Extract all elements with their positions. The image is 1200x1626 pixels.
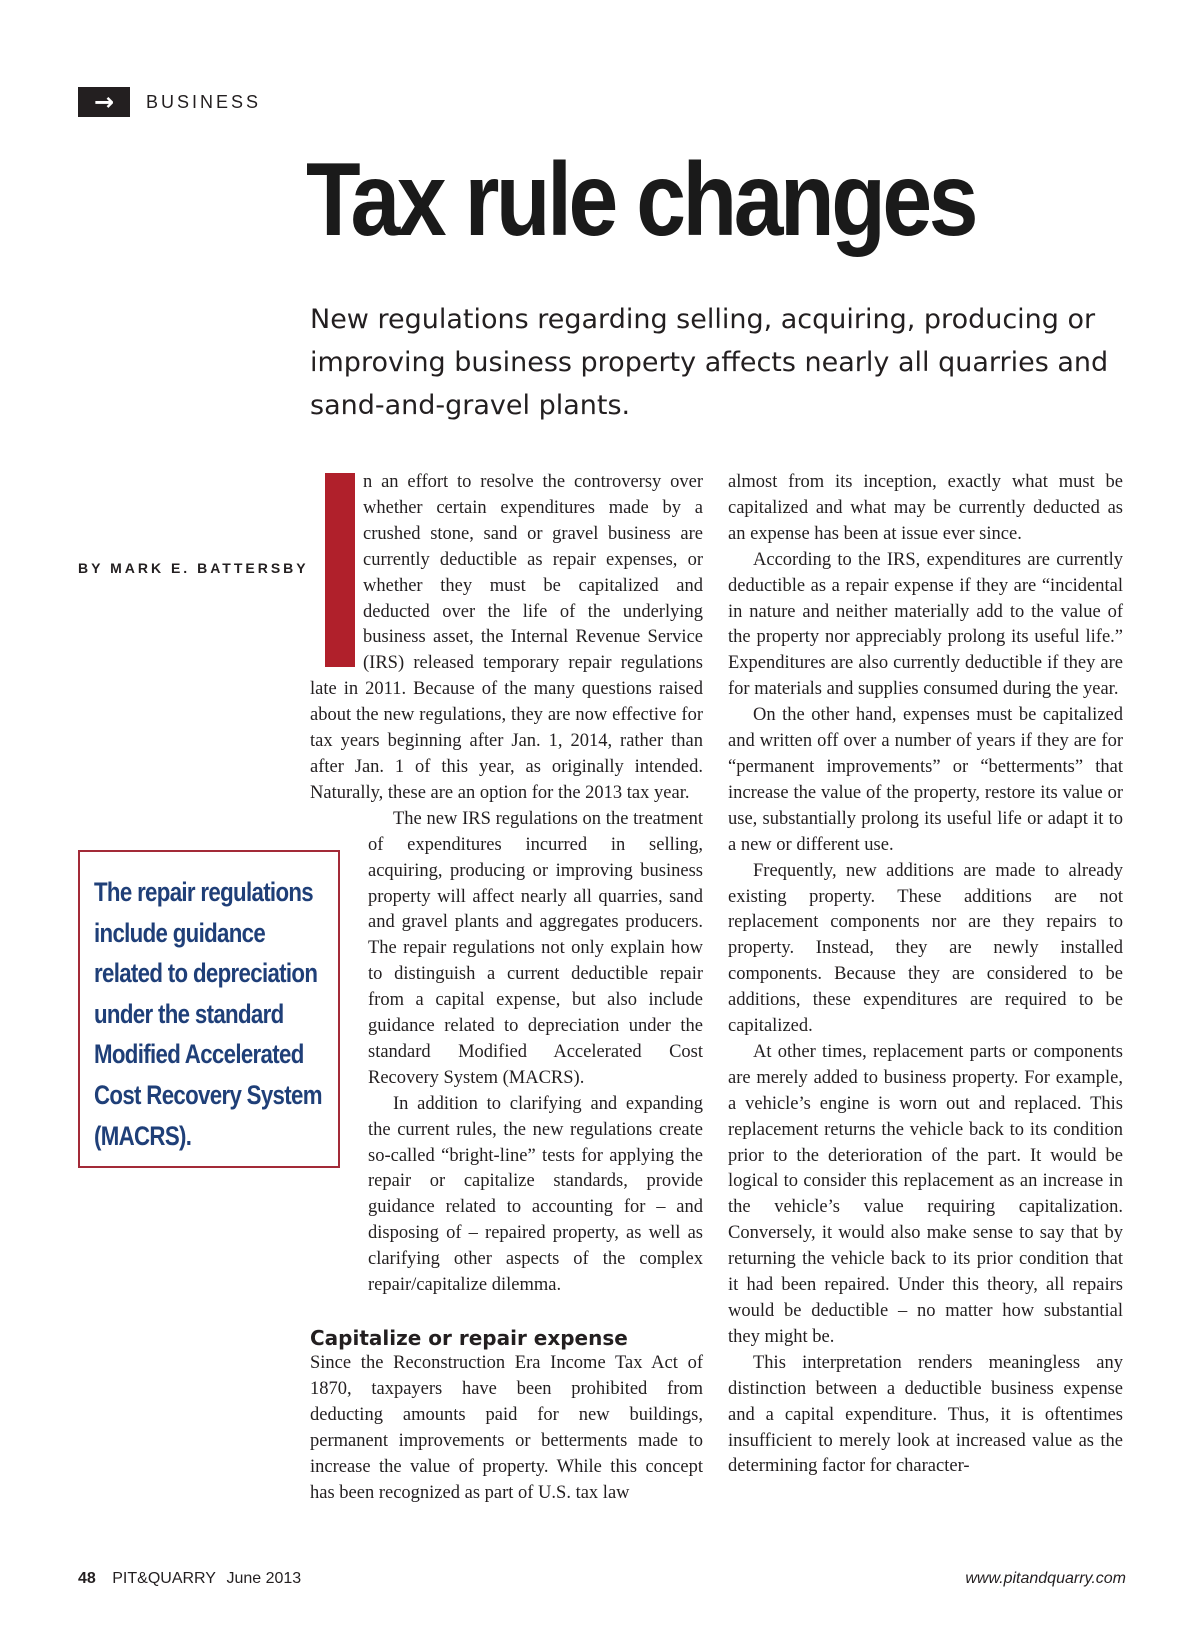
arrow-right-icon: →	[78, 87, 130, 117]
deck: New regulations regarding selling, acquiring, producing or improving business property affects nearly all quarries and sand-and-gravel plants.	[310, 304, 1109, 421]
paragraph-5: almost from its inception, exactly what must be capitalized and what may be currently deducted as an expense has been at issue ever since.	[728, 472, 1123, 544]
subhead: Capitalize or repair expense	[310, 1326, 628, 1350]
paragraph-1: n an effort to resolve the controversy over whether certain expenditures made by a crushed stone, sand or gravel business are currently deductible as repair expenses, or whether they must be capitalized and deducted over the life of the underlying business asset, the Internal Revenue Service (IRS) released temporary repair regulations late in 2011. Because of the many questions raised about the new regulations, they are now effective for tax years beginning after Jan. 1, 2014, rather than after Jan. 1 of this year, as originally intended. Naturally, these are an option for the 2013 tax year.	[310, 472, 703, 803]
paragraph-8: Frequently, new additions are made to already existing property. These additions are not replacement components nor are they repairs to property. Instead, they are newly installed components. Because they are considered to be additions, these expenditures are required to be capitalized.	[728, 860, 1123, 1037]
paragraph-6: According to the IRS, expenditures are currently deductible as a repair expense if they are “incidental in nature and neither materially add to the value of the property nor appreciably prolong its useful life.” Expenditures are also currently deductible if they are for materials and supplies consumed during the year.	[728, 549, 1123, 700]
paragraph-3: In addition to clarifying and expanding the current rules, the new regulations create so-called “bright-line” tests for applying the repair or capitalize standards, provide guidance related to accounting for – and disposing of – repaired property, as well as clarifying other aspects of the complex repair/capitalize dilemma.	[368, 1093, 703, 1296]
paragraph-9: At other times, replacement parts or components are merely added to business property. For example, a vehicle’s engine is worn out and replaced. This replacement returns the vehicle back to its condition prior to the deterioration of the part. It would be logical to consider this replacement as an increase in the vehicle’s value requiring capitalization. Conversely, it would also make sense to say that by returning the vehicle back to its prior condition that it had been repaired. Under this theory, all repairs would be deductible – no matter how substantial they might be.	[728, 1041, 1123, 1347]
page-number: 48	[78, 1570, 96, 1587]
section-tag	[78, 86, 261, 118]
paragraph-10: This interpretation renders meaningless any distinction between a deductible business expense and a capital expenditure. Thus, it is oftentimes insufficient to merely look at increased value as the determining factor for character-	[728, 1352, 1123, 1477]
issue-date: June 2013	[226, 1570, 302, 1587]
headline: Tax rule changes	[306, 142, 976, 258]
pullquote-text: The repair regulations include guidance related to depreciation under the standard Modified Accelerated Cost Recovery System (MACRS).	[94, 877, 322, 1151]
article-column-2	[728, 470, 1123, 1480]
footer-url[interactable]: www.pitandquarry.com	[965, 1570, 1126, 1587]
paragraph-7: On the other hand, expenses must be capitalized and written off over a number of years if they are for “permanent improvements” or “betterments” that increase the value of the property, restore its value or use, substantially prolong its useful life or adapt it to a new or different use.	[728, 705, 1123, 855]
paragraph-2: The new IRS regulations on the treatment of expenditures incurred in selling, acquiring, producing or improving business property will affect nearly all quarries, sand and gravel plants and aggregates producers. The repair regulations not only explain how to distinguish a current deductible repair from a capital expense, but also include guidance related to depreciation under the standard Modified Accelerated Cost Recovery System (MACRS).	[368, 808, 703, 1088]
drop-cap-bar	[325, 473, 355, 667]
section-label: BUSINESS	[146, 91, 262, 112]
article-column-1	[310, 470, 703, 1506]
magazine-name: PIT&QUARRY	[112, 1570, 216, 1587]
byline: BY MARK E. BATTERSBY	[78, 560, 309, 576]
pullquote	[78, 850, 340, 1168]
paragraph-4: Since the Reconstruction Era Income Tax Act of 1870, taxpayers have been prohibited from deducting amounts paid for new buildings, permanent improvements or betterments made to increase the value of property. While this concept has been recognized as part of U.S. tax law	[310, 1353, 703, 1503]
footer-left	[78, 1570, 301, 1588]
